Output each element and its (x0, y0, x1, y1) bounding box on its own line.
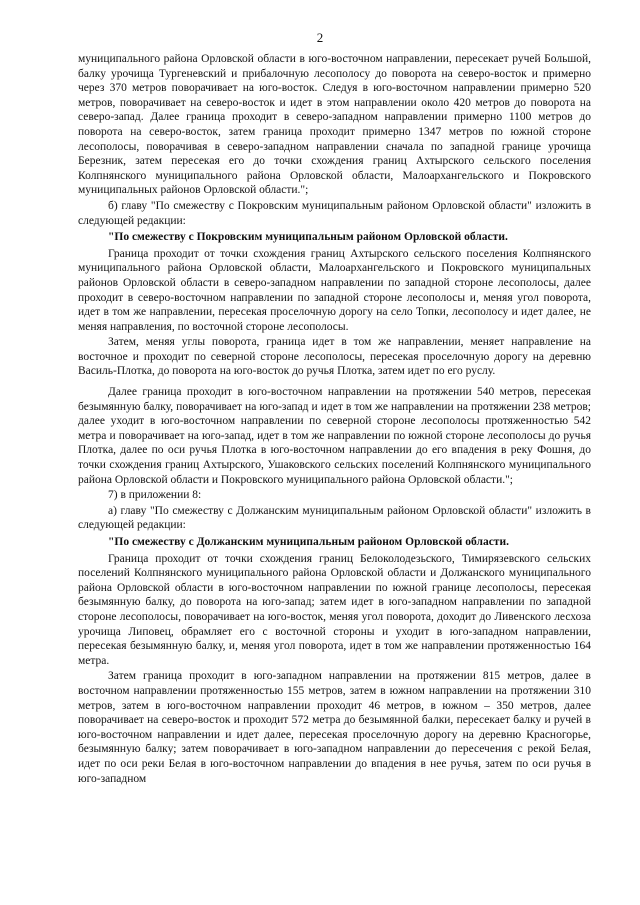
paragraph-continuation: муниципального района Орловской области в юго-восточном направлении, пересекает ручей Большой, балку урочища Тургеневский и прибалочную лесополосу до поворота на северо-восток и примерно через 370 метров поворачивает на юго-восток. Следуя в юго-восточном направлении примерно 520 метров, поворачивает на северо-восток и идет в этом направлении около 420 метров до поворота на северо-запад. Далее граница проходит в северо-западном направлении примерно 1100 метров до поворота на северо-восток, затем граница проходит примерно 1347 метров по южной стороне лесополосы, поворачивая в северо-западном направлении сначала по западной границе урочища Березник, затем пересекая его до точки схождения границ Ахтырского сельского поселения Колпнянского муниципального района Орловской области, Малоархангельского и Покровского муниципальных районов Орловской области."; (78, 53, 591, 197)
section-heading-dolzhansky: "По смежеству с Должанским муниципальным районом Орловской области. (108, 536, 509, 548)
paragraph-pokrovsky-1: Граница проходит от точки схождения границ Ахтырского сельского поселения Колпнянского муниципального района Орловской области, Малоархангельского и Покровского муниципальных районов Орловской области в северо-западном направлении по западной стороне лесополосы, далее проходит в северо-восточном направлении по западной стороне лесополосы и, меняя угол поворота, идет в том же направлении, пересекая проселочную дорогу на село Топки, лесополосу и идет далее, не меняя направления, по восточной стороне лесополосы. (78, 247, 591, 333)
paragraph-pokrovsky-2: Затем, меняя углы поворота, граница идет в том же направлении, меняет направление на восточное и проходит по северной стороне лесополосы, пересекая проселочную дорогу на деревню Василь-Плотка, до поворота на юго-восток до ручья Плотка, затем идет по его руслу. (78, 336, 591, 378)
paragraph-dolzhansky-1: Граница проходит от точки схождения границ Белоколодезьского, Тимирязевского сельских поселений Колпнянского муниципального района Орловской области и Должанского муниципального района Орловской области в юго-восточном направлении по южной границе лесополосы, пересекая безымянную балку, до поворота на юго-запад; затем идет в юго-западном направлении по западной стороне лесополосы, поворачивает на юго-восток, меняя угол поворота, доходит до Ливенского лесхоза урочища Липовец, обрамляет его с восточной стороны и уходит в юго-западном направлении, пересекая безымянную балку, и, меняя угол поворота, идет в том же направлении протяженностью 164 метра. (78, 552, 591, 667)
amendment-item-7: 7) в приложении 8: (108, 489, 202, 502)
amendment-item-a: а) главу "По смежеству с Должанским муниципальным районом Орловской области" изложить в следующей редакции: (78, 504, 591, 532)
document-body (78, 52, 591, 787)
paragraph-pokrovsky-3: Далее граница проходит в юго-восточном направлении на протяжении 540 метров, пересекая безымянную балку, поворачивает на юго-запад и идет в том же направлении на протяжении 238 метров; далее уходит в юго-восточном направлении по северной стороне лесополосы протяженностью 542 метра и поворачивает на юго-запад, идет в том же направлении по южной стороне лесополосы до ручья Плотка, далее по оси ручья Плотка в юго-восточном направлении до его впадения в реку Фошня, до точки схождения границ Ахтырского, Ушаковского сельских поселений Колпнянского муниципального района Орловской области и Покровского муниципального района Орловской области."; (78, 386, 591, 486)
page-number: 2 (316, 30, 324, 45)
section-heading-pokrovsky: "По смежеству с Покровским муниципальным районом Орловской области. (108, 231, 508, 244)
amendment-item-b: б) главу "По смежеству с Покровским муниципальным районом Орловской области" изложить в следующей редакции: (78, 199, 591, 227)
paragraph-dolzhansky-2: Затем граница проходит в юго-западном направлении на протяжении 815 метров, далее в восточном направлении протяженностью 155 метров, затем в южном направлении на протяжении 310 метров, затем в юго-восточном направлении проходит 46 метров, в южном – 350 метров, далее поворачивает на северо-восток и проходит 572 метра до безымянной балки, пересекает балку и ручей в юго-восточном направлении и идет далее, пересекая проселочную дорогу на деревню Красногорье, безымянную балку; затем поворачивает в юго-западном направлении до пересечения с рекой Белая, идет по оси реки Белая в юго-восточном направлении до впадения в нее ручья, затем по оси ручья в юго-западном (78, 670, 591, 785)
